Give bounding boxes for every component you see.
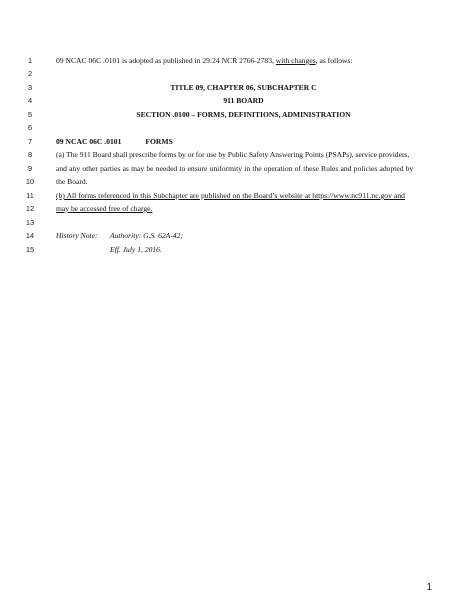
- line-number: 1: [27, 56, 33, 65]
- history-effective-date: Eff. July 1, 2016.: [110, 245, 162, 254]
- line-number: 14: [25, 231, 35, 240]
- page-number: 1: [426, 582, 432, 593]
- line-number: 11: [26, 191, 34, 200]
- history-authority: Authority: G.S. 62A-42;: [110, 231, 183, 240]
- board-heading: 911 BOARD: [223, 96, 264, 105]
- line-10: [0, 174, 474, 189]
- section-heading: SECTION .0100 – FORMS, DEFINITIONS, ADMINISTRATION: [136, 110, 351, 119]
- paragraph-a-cont: and any other parties as may be needed to ensure uniformity in the operation of these Rules and policies adopted by: [56, 164, 414, 173]
- line-4: [0, 93, 474, 108]
- with-changes-link: with changes: [275, 56, 316, 65]
- line-number: 12: [25, 204, 35, 213]
- line-number: 2: [27, 69, 33, 78]
- paragraph-b-end: may be accessed free of charge.: [56, 204, 153, 213]
- paragraph-a-end: the Board.: [56, 177, 88, 186]
- line-number: 10: [25, 177, 35, 186]
- line-number: 5: [27, 110, 33, 119]
- rule-title: FORMS: [145, 137, 173, 146]
- history-note-label: History Note:: [56, 231, 98, 240]
- line-14: [0, 228, 474, 243]
- line-2: [0, 66, 474, 81]
- title-heading: TITLE 09, CHAPTER 06, SUBCHAPTER C: [170, 83, 317, 92]
- adoption-statement: 09 NCAC 06C .0101 is adopted as published in 29:24 NCR 2766-2783, with changes, as follows:: [56, 56, 353, 65]
- line-15: [0, 242, 474, 257]
- line-number: 8: [27, 150, 33, 159]
- line-8: [0, 147, 474, 162]
- line-number: 9: [27, 164, 33, 173]
- rule-citation: 09 NCAC 06C .0101: [56, 137, 122, 146]
- paragraph-a: (a) The 911 Board shall prescribe forms by or for use by Public Safety Answering Points (PSAPs), service providers,: [56, 150, 410, 159]
- line-6: [0, 120, 474, 135]
- line-number: 13: [25, 218, 35, 227]
- line-number: 4: [27, 96, 33, 105]
- line-number: 6: [27, 123, 33, 132]
- line-number: 3: [27, 83, 33, 92]
- line-number: 7: [27, 137, 33, 146]
- line-number: 15: [25, 245, 35, 254]
- line-12: [0, 201, 474, 216]
- paragraph-b: (b) All forms referenced in this Subchapter are published on the Board’s website at https://www.nc911.nc.gov and: [56, 191, 405, 200]
